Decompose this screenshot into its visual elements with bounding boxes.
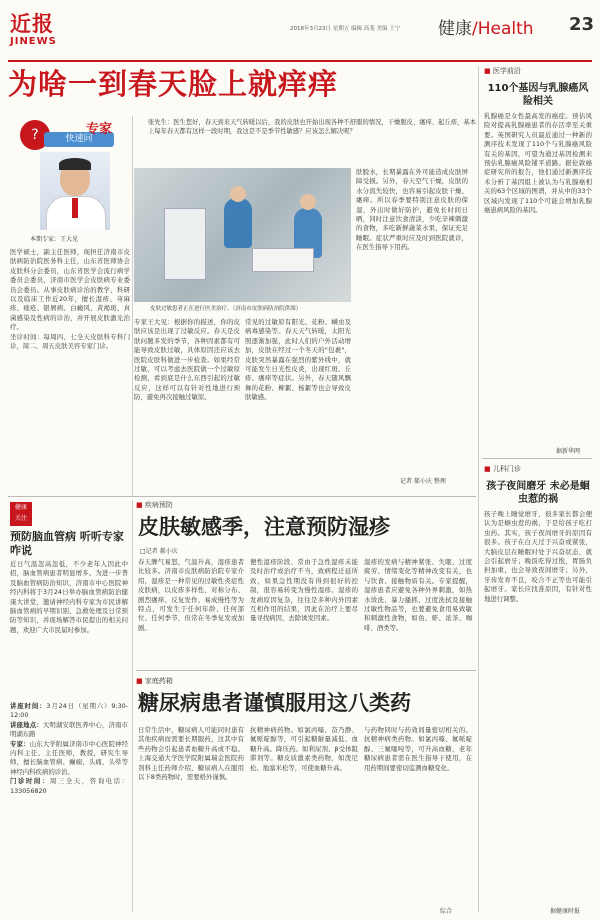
portrait-tie xyxy=(72,198,78,218)
tag-square-icon: ■ xyxy=(136,501,143,509)
portrait-hair xyxy=(59,158,91,170)
left-expert-label: 专家： xyxy=(10,739,30,748)
article3-col3: 与药物同时与药效间量密切相关的。抗精神病类药物。如氯丙嗪、氟哌啶醇、三氟噻吨等，可升高血糖，老年糖尿病患者需在医生指导下使用，在用药期间要密切监测血糖变化。 xyxy=(364,726,472,772)
article1-col1: 专家王大见：根据你的描述，你的皮肤应该是出现了过敏反应。春天是皮肤问题多发的季节，各种因素都有可能导致皮肤过敏，具体原因还应该去医院皮肤科做进一步检查。如果经常过敏，可以考虑去医院做一个过敏原检测，看到底是什么东西引起的过敏反应，这样可以有针对性地进行预防，避免再次接触过敏原。 xyxy=(134,318,240,402)
masthead-divider xyxy=(8,60,592,62)
article2-tag-text: 疾病预防 xyxy=(144,501,173,509)
article2-tag xyxy=(136,500,472,514)
article3-tag xyxy=(136,676,472,690)
article3-title: 糖尿病患者谨慎服用这八类药 xyxy=(138,691,411,715)
article1-reporter: 记者 郝小庆 整理 xyxy=(400,478,446,485)
right2-body: 孩子晚上睡觉磨牙，很多家长都会便认为是蛔虫惹的祸，于是给孩子吃打虫药。其实，孩子夜间磨牙的原因有很多。孩子在白天过于兴奋或紧张，大脑皮层在睡眠时处于兴奋状态，就会引起磨牙；晚饭吃得过饱，胃肠负担加重，也会导致夜间磨牙；另外，牙齿发育不良，咬合不正等也可能引起磨牙。家长应找准原因，有针对性地进行调整。 xyxy=(484,510,592,603)
article2-col3: 湿疹的发病与精神紧张、失眠、过度疲劳、情绪变化等精神改变有关，也与饮食、接触物质有关。专家提醒，湿疹患者应避免各种外界刺激，如热水烫洗、暴力搔抓、过度洗拭及接触过敏性物品等，也要避免食用易致敏和刺激性食物，如鱼、虾、浓茶、咖啡、酒类等。 xyxy=(364,558,472,632)
tag-square-icon-4: ■ xyxy=(484,465,491,473)
photo-nurse-2-head xyxy=(300,194,316,210)
logo-en: JINEWS xyxy=(10,36,57,47)
article3-source: 综合 xyxy=(440,908,453,915)
expert-caption: 本期专家：王大见 xyxy=(30,236,79,243)
left-time: 3月24日（星期六）9:30-12:00 xyxy=(10,702,128,720)
right1-tag xyxy=(484,66,592,78)
right2-tag xyxy=(484,464,592,476)
page-number: 23 xyxy=(569,14,595,35)
article2-title: 皮肤敏感季，注意预防湿疹 xyxy=(138,515,390,539)
right1-body: 乳腺癌是女性最高发的癌症。预估风险对提高乳腺癌患者的存活率至关重要。英国研究人员最近通过一种新的测序技术发现了110个与乳腺癌风险有关的基因，可望为通过基因检测来预估乳腺癌风险铺平道路。据伦敦癌症研究所的报告，他们通过新测序技术分析了基因组上被认为与乳腺癌相关的63个区域的图谱，并从中的33个区域内发现了110个可能会增加乳腺癌患病风险的基因。 xyxy=(484,112,592,215)
expert-tag-label: 快速问 xyxy=(44,132,114,147)
right1-title: 110个基因与乳腺癌风险相关 xyxy=(487,83,589,107)
right2-tag-text: 儿科门诊 xyxy=(492,465,521,473)
photo-machine xyxy=(164,208,206,280)
article3-tag-text: 家庭药箱 xyxy=(144,677,173,685)
article1-col3: 肤脱水，长期暴露在外可能造成皮肤屏障受损。另外，春天空气干燥，皮肤的水分流失较快，也容易引起皮肤干燥、瘙痒。所以春季要特别注意皮肤的保湿，外出时做好防护，避免长时间日晒，同时注意饮食清淡，少吃辛辣刺激的食物，多吃新鲜蔬菜水果，保证充足睡眠。症状严重时应及时到医院就诊，在医生指导下用药。 xyxy=(356,168,468,252)
section-cn: 健康 xyxy=(438,19,472,39)
section-en: /Health xyxy=(472,19,534,39)
question-icon: ? xyxy=(20,120,50,150)
main-headline: 为啥一到春天脸上就痒痒 xyxy=(8,67,339,101)
left-clinic: 周三全天，咨询电话：133056820 xyxy=(10,777,128,795)
left-time-label: 讲座时间： xyxy=(10,702,47,710)
right-column-divider xyxy=(478,66,479,912)
left-body: 近日气温忽高忽低，不少老年人因此中招，脑血管病患者明显增多。为进一步普及脑血管病防治知识，济南市中心医院神经内科将于3月24日举办脑血管病防治健康大讲堂，邀请神经内科专家为市民讲解脑血管病的早期识别、急救处理及日常预防等知识，并现场解答市民提出的相关问题，欢迎广大市民届时参加。 xyxy=(10,560,128,634)
left-details xyxy=(10,702,128,912)
expert-hours: 坐诊时间：每周四、七全天皮肤科专科门诊，周二、周五皮肤美容专家门诊。 xyxy=(10,332,130,351)
expert-badge xyxy=(8,118,128,150)
article3-col1: 日常生活中，糖尿病人可能同时患有其他疾病而需要长期服药，这其中有些药物会引起患者血糖升高或不稳。上海交通大学医学院附属瑞金医院药剂科主任药师介绍，糖尿病人在服用以下8类药物时，需要格外谨慎。 xyxy=(138,726,244,782)
article2-col2: 便性湿疹阶段、常由于急性湿疹未能及时治疗或治疗不当，致病程迁延所致，如果急性期没有得到很好的控制，很容易转变为慢性湿疹。湿疹的发病原因复杂，往往是多种内外因素互相作用的结果，因此在治疗上要尽量寻找病因，去除诱发因素。 xyxy=(250,558,358,623)
photo-nurse-head xyxy=(230,186,246,202)
right2-source: 据健康时报 xyxy=(550,908,581,915)
logo-cn: 近报 xyxy=(10,11,54,36)
left-title: 预防脑血管病 听听专家咋说 xyxy=(10,530,124,557)
expert-bio xyxy=(10,248,130,488)
section-divider-2 xyxy=(136,670,476,671)
left-badge-text: 健康 xyxy=(14,504,27,511)
right-divider xyxy=(482,458,592,459)
left-badge-sub: 关注 xyxy=(14,515,27,522)
tag-square-icon-2: ■ xyxy=(136,677,143,685)
article3-col2: 抗精神病药物。如氯丙嗪、奋乃静、氟哌啶醇等，可引起糖耐量减低、血糖升高。降压药。如利尿剂、β受体阻滞剂等。糖皮质激素类药物，如泼尼松、地塞米松等，可使血糖升高。 xyxy=(250,726,358,772)
right1-tag-text: 医学前沿 xyxy=(492,67,521,75)
left-place-label: 讲座地点： xyxy=(10,720,43,729)
section-label xyxy=(438,14,534,39)
photo-nurse xyxy=(224,198,252,248)
treatment-photo xyxy=(134,168,351,302)
left-badge xyxy=(10,502,32,526)
photo-bed xyxy=(252,248,314,272)
section-divider xyxy=(8,496,476,497)
left-place: 大明湖安联医养中心，济南市明湖东路 xyxy=(10,720,128,739)
photo-caption: 皮肤过敏患者正在进行医美治疗。（济南市皮肤病防治院供图） xyxy=(150,306,302,312)
reader-question: 张先生：医生您好，春天到来天气转暖以后，我的皮肤也开始出现各种不舒服的情况，干燥脱皮、瘙痒、起丘疹，基本上每年春天都有这样一段时期，我这是不是季节性敏感？应该怎么解决呢？ xyxy=(148,119,476,135)
expert-portrait xyxy=(40,152,110,230)
issue-meta: 2018年3月23日 星期五 编辑 高斐 美编 王宁 xyxy=(290,26,401,32)
left-expert: 山东大学附属济南市中心医院神经内科主任、主任医师，教授，研究生导师，擅长脑血管病、癫痫、头痛、头晕等神经内科疾病的诊治。 xyxy=(10,739,128,776)
expert-tag-text: 专家 xyxy=(86,122,113,137)
column-divider-2 xyxy=(132,500,133,912)
newspaper-logo xyxy=(10,8,74,52)
tag-square-icon-3: ■ xyxy=(484,67,491,75)
article2-col1: 春天脾气易怒，气温升高，湿疹患者比较多。济南市皮肤病防治院专家介绍，湿疹是一种常见的过敏性炎症性皮肤病，以皮疹多样性、对称分布、剧烈瘙痒、反复发作、易成慢性等为特点，可发生于任何年龄、任何部位、任何季节，但常在冬季复发或加剧。 xyxy=(138,558,244,632)
left-clinic-label: 门诊时间： xyxy=(10,777,50,786)
right2-title: 孩子夜间磨牙 未必是蛔虫惹的祸 xyxy=(486,481,590,505)
article2-reporter: □记者 郝小庆 xyxy=(140,548,178,555)
expert-bio-text: 医学硕士，副主任医师，现担任济南市皮肤病防治院医务科主任，山东省医师协会皮肤科分会委员，山东省医学会流行病学委员会委员，济南市医学会皮肤病专业委员会委员。从事皮肤病诊治的教学、科研以及临床工作近20年，擅长湿疹、荨麻疹、痤疮、银屑病、白癜风、黄褐斑、真菌感染及性病的诊治，并开展皮肤激光治疗。 xyxy=(10,248,130,332)
right1-source: 据新华网 xyxy=(556,448,581,455)
article1-col2: 常见的过敏原有阳光、花粉、螨虫及病毒感染等。春天天气转暖，太阳光照逐渐加强，此时人们的户外活动增加，皮肤在经过一个冬天的"包裹"，皮肤突然暴露在强烈的紫外线中，就可能发生日光性皮炎，出现红斑、丘疹、瘙痒等症状。另外，春天随风飘舞的花粉、柳絮、杨絮等也会导致皮肤敏感。 xyxy=(245,318,351,402)
column-divider xyxy=(132,116,133,496)
